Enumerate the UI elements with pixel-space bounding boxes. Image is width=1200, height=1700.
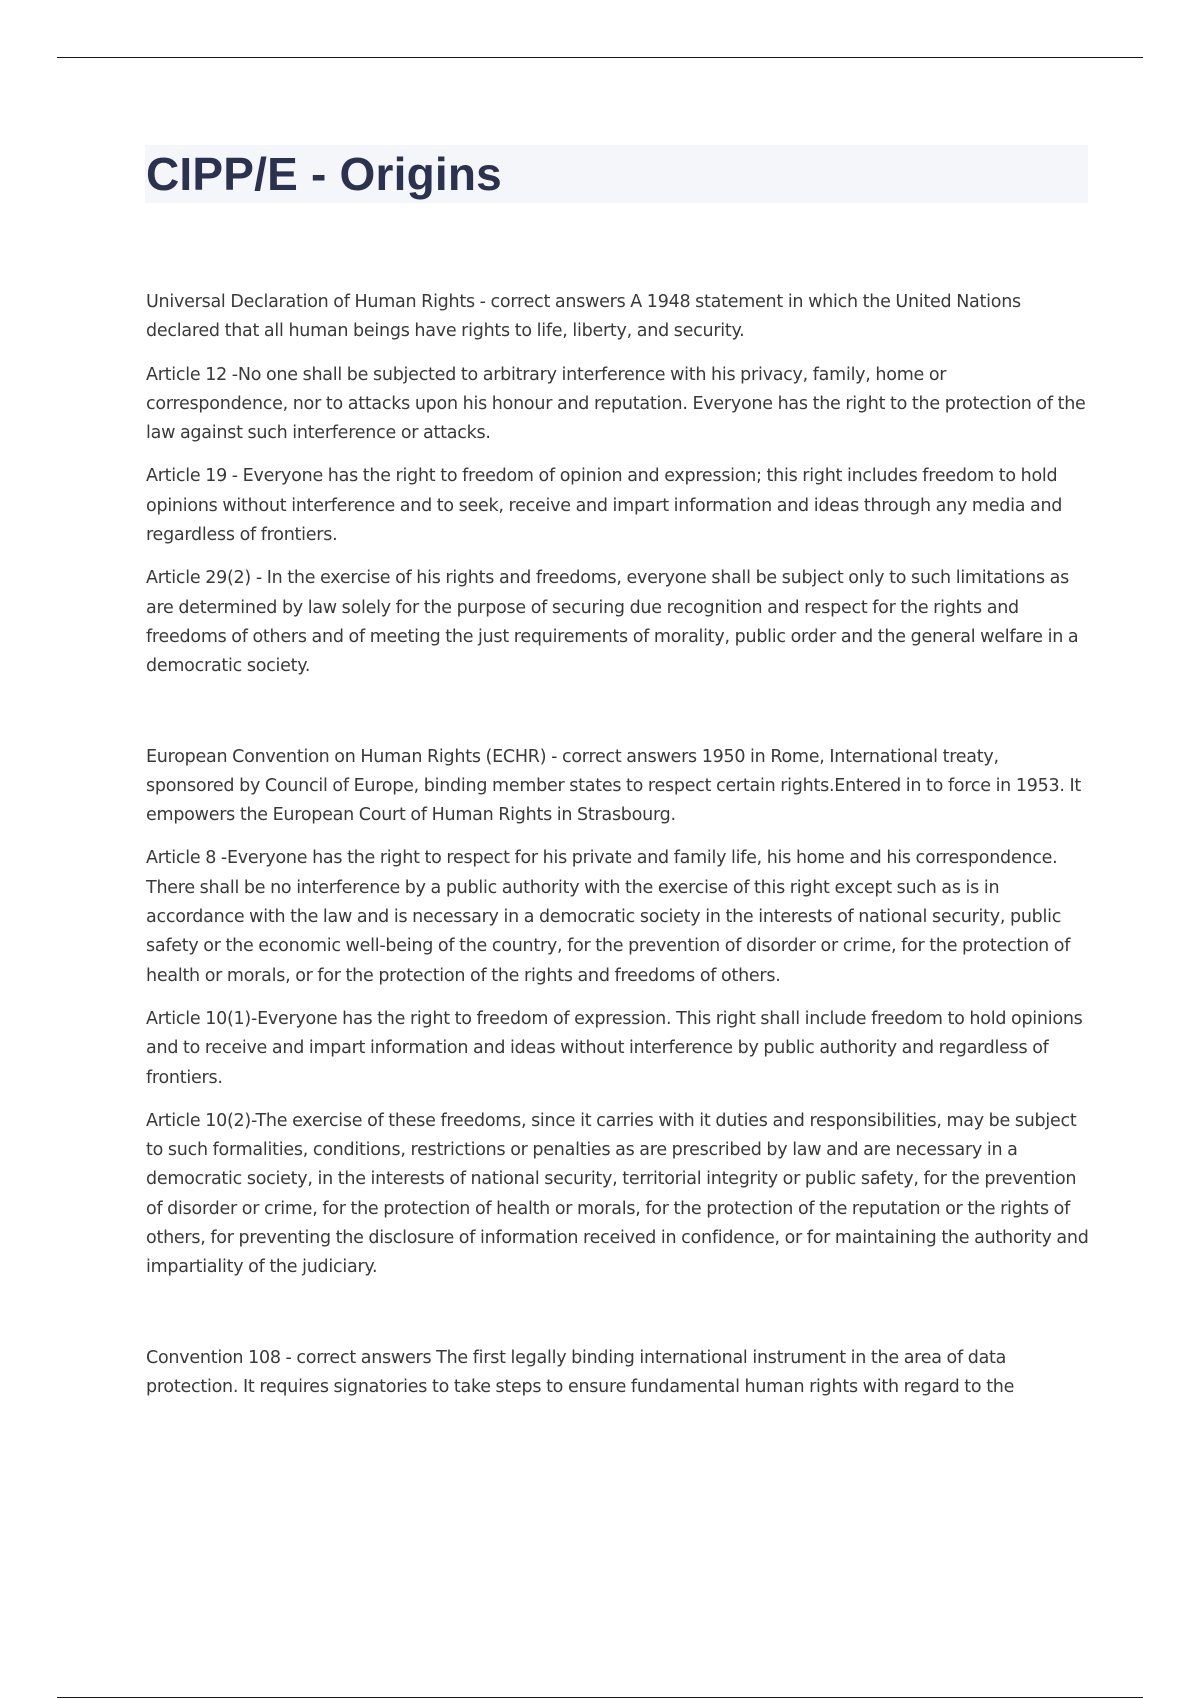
paragraph-udhr-article-29-2: Article 29(2) - In the exercise of his rights and freedoms, everyone shall be subject only to such limitations as are determined by law solely for the purpose of securing due recognition and respect for the rights and freedoms of others and of meeting the just requirements of morality, public order and the general welfare in a democratic society.	[146, 568, 1079, 677]
section-convention-108	[146, 1344, 1090, 1403]
section-udhr	[146, 288, 1090, 682]
section-echr	[146, 743, 1090, 1283]
document-body	[146, 288, 1090, 1416]
section-spacer	[146, 696, 1090, 743]
top-rule	[57, 57, 1143, 58]
bottom-rule	[57, 1697, 1143, 1698]
paragraph-echr-article-10-2: Article 10(2)-The exercise of these freedoms, since it carries with it duties and responsibilities, may be subject to such formalities, conditions, restrictions or penalties as are prescribed by law and are necessary in a democratic society, in the interests of national security, territorial integrity or public safety, for the prevention of disorder or crime, for the protection of health or morals, for the protection of the reputation or the rights of others, for preventing the disclosure of information received in confidence, or for maintaining the authority and impartiality of the judiciary.	[146, 1110, 1089, 1278]
paragraph-echr-article-8: Article 8 -Everyone has the right to respect for his private and family life, his home and his correspondence. There shall be no interference by a public authority with the exercise of this right except such as is in accordance with the law and is necessary in a democratic society in the interests of national security, public safety or the economic well-being of the country, for the prevention of disorder or crime, for the protection of health or morals, or for the protection of the rights and freedoms of others.	[146, 848, 1071, 986]
page-title: CIPP/E - Origins	[146, 148, 502, 200]
paragraph-echr-definition: European Convention on Human Rights (ECHR) - correct answers 1950 in Rome, International treaty, sponsored by Council of Europe, binding member states to respect certain rights.Entered in to force in 1953. It empowers the European Court of Human Rights in Strasbourg.	[146, 746, 1082, 826]
paragraph-convention-108-definition: Convention 108 - correct answers The first legally binding international instrument in the area of data protection. It requires signatories to take steps to ensure fundamental human rights with regard to the	[146, 1347, 1015, 1397]
paragraph-udhr-article-19: Article 19 - Everyone has the right to freedom of opinion and expression; this right includes freedom to hold opinions without interference and to seek, receive and impart information and ideas through any media and regardless of frontiers.	[146, 466, 1063, 546]
section-spacer	[146, 1297, 1090, 1344]
paragraph-udhr-definition: Universal Declaration of Human Rights - correct answers A 1948 statement in which the United Nations declared that all human beings have rights to life, liberty, and security.	[146, 292, 1021, 342]
paragraph-echr-article-10-1: Article 10(1)-Everyone has the right to freedom of expression. This right shall include freedom to hold opinions and to receive and impart information and ideas without interference by public authority and regardless of frontiers.	[146, 1008, 1083, 1088]
paragraph-udhr-article-12: Article 12 -No one shall be subjected to arbitrary interference with his privacy, family, home or correspondence, nor to attacks upon his honour and reputation. Everyone has the right to the protection of the law against such interference or attacks.	[146, 364, 1086, 444]
